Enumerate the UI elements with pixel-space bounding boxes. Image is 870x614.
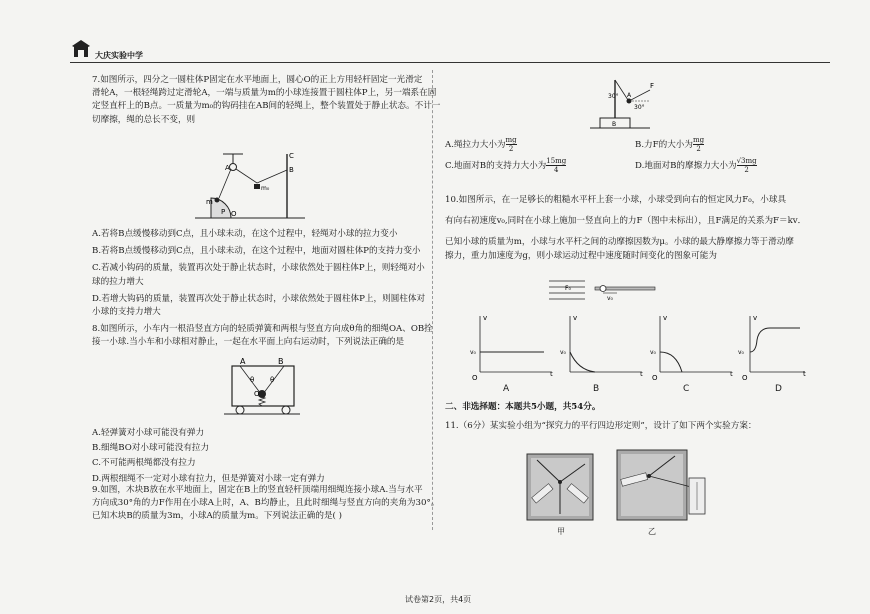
q7-option-b: B.若将B点缓慢移动到C点，且小球未动，在这个过程中，地面对圆柱体P的支持力变小 xyxy=(92,246,421,257)
q10-label-v0: v₀ xyxy=(607,295,613,302)
q9-line-2: 方向成30°角的力F作用在小球A上时，A、B均静止，且此时细绳与竖直方向的夹角为30°。 xyxy=(92,498,440,509)
q7-line-2: 滑轮A，一根轻绳跨过定滑轮A，一端与质量为m的小球连接置于圆柱体P上，另一端系在固 xyxy=(92,88,437,99)
q7-label-B: B xyxy=(289,166,294,174)
svg-text:t: t xyxy=(550,370,553,378)
question-8 xyxy=(92,323,433,349)
svg-text:t: t xyxy=(803,370,806,378)
q7-label-m: m xyxy=(206,198,213,206)
q10-graph-c xyxy=(650,314,733,382)
header-rule xyxy=(70,62,830,63)
question-10 xyxy=(445,193,825,263)
q8-options xyxy=(92,427,427,486)
q9-angle-bottom: 30° xyxy=(634,104,645,111)
q7-option-d: D.若增大钩码的质量，装置再次处于静止状态时，小球依然处于圆柱体P上，则圆柱体对 xyxy=(92,293,426,304)
svg-text:t: t xyxy=(730,370,733,378)
q7-option-c-cont: 球的拉力增大 xyxy=(92,276,144,287)
q7-option-a: A.若将B点缓慢移动到C点，且小球未动，在这个过程中，轻绳对小球的拉力变小 xyxy=(92,229,398,239)
svg-text:t: t xyxy=(640,370,643,378)
q10-label-F0: F₀ xyxy=(565,285,571,292)
q8-option-d: D.两根细绳不一定对小球有拉力，但是弹簧对小球一定有弹力 xyxy=(92,473,325,484)
q7-label-O: O xyxy=(231,210,237,218)
q8-option-b: B.细绳BO对小球可能没有拉力 xyxy=(92,443,210,454)
q11-caption-jia: 甲 xyxy=(557,527,565,536)
q10-line-1: 10.如图所示，在一足够长的粗糙水平杆上套一小球，小球受到向右的恒定风力F₀，小球具 xyxy=(445,195,787,205)
svg-text:v: v xyxy=(753,314,758,322)
q9-label-A: A xyxy=(627,92,632,99)
q7-line-1: 7.如图所示，四分之一圆柱体P固定在水平地面上，圆心O的正上方用轻杆固定一光滑定 xyxy=(92,75,423,85)
svg-text:v₀: v₀ xyxy=(650,349,656,356)
question-9 xyxy=(92,484,440,524)
q8-line-1: 8.如图所示，小车内一根沿竖直方向的轻质弹簧和两根与竖直方向成θ角的细绳OA、OB拴 xyxy=(92,324,433,334)
svg-text:v₀: v₀ xyxy=(560,349,566,356)
q11-figure-yi xyxy=(615,448,715,524)
q7-label-m0: m₀ xyxy=(261,185,270,192)
q10-graph-b xyxy=(560,314,643,378)
svg-text:v₀: v₀ xyxy=(738,349,744,356)
q9-label-F: F xyxy=(650,82,655,90)
q9-option-a: A.绳拉力大小为 $\frac{mg}{2}$ xyxy=(445,136,517,153)
q9-option-c: C.地面对B的支持力大小为 $\frac{15mg}{4}$ xyxy=(445,157,567,174)
q8-label-O: O xyxy=(254,390,260,398)
q10-graph-label-c: C xyxy=(683,384,690,394)
q10-graphs xyxy=(470,312,810,382)
q10-graph-a xyxy=(470,314,553,382)
q10-graph-label-a: A xyxy=(503,384,510,394)
q10-figure xyxy=(545,278,660,304)
q8-option-a: A.轻弹簧对小球可能没有弹力 xyxy=(92,428,205,438)
question-7 xyxy=(92,74,441,127)
q8-option-c: C.不可能两根绳都没有拉力 xyxy=(92,458,196,469)
q7-label-A: A xyxy=(225,164,230,172)
q8-label-theta-left: θ xyxy=(250,376,255,384)
school-logo-icon xyxy=(70,38,92,60)
q8-label-theta-right: θ xyxy=(270,376,275,384)
q10-line-2: 有向右初速度v₀,同时在小球上施加一竖直向上的力F（图中未标出），且F满足的关系为F＝kv． xyxy=(445,216,807,226)
svg-text:v: v xyxy=(573,314,578,322)
q9-figure xyxy=(590,76,670,132)
q9-option-b: B.力F的大小为 $\frac{mg}{2}$ xyxy=(635,136,705,153)
q7-option-c: C.若减小钩码的质量，装置再次处于静止状态时，小球依然处于圆柱体P上，则轻绳对小 xyxy=(92,263,425,274)
section-2-heading: 二、非选择题：本题共5小题，共54分。 xyxy=(445,402,601,412)
q7-line-4: 切摩擦，绳的总长不变，则 xyxy=(92,114,196,125)
q11-caption-yi: 乙 xyxy=(648,527,656,536)
q7-label-P: P xyxy=(221,208,226,216)
q7-figure xyxy=(195,148,315,226)
q9-angle-top: 30° xyxy=(608,93,619,100)
q7-line-3: 定竖直杆上的B点。一质量为m₀的钩码挂在AB间的轻绳上，整个装置处于静止状态。不计一 xyxy=(92,101,441,112)
column-divider xyxy=(432,70,433,530)
q8-line-2: 接一小球.当小车和小球相对静止，一起在水平面上向右运动时，下列说法正确的是 xyxy=(92,337,405,348)
q7-option-d-cont: 小球的支持力增大 xyxy=(92,307,161,318)
svg-text:O: O xyxy=(742,374,748,382)
q8-figure xyxy=(210,356,310,420)
q8-label-A: A xyxy=(240,357,246,366)
svg-text:v: v xyxy=(483,314,488,322)
q10-graph-label-b: B xyxy=(593,384,600,394)
svg-text:O: O xyxy=(652,374,658,382)
q9-label-B: B xyxy=(612,121,617,128)
svg-text:O: O xyxy=(472,374,478,382)
q10-line-3: 已知小球的质量为m，小球与水平杆之间的动摩擦因数为μ。小球的最大静摩擦力等于滑动摩 xyxy=(445,237,794,247)
q9-line-3: 已知木块B的质量为3m，小球A的质量为m。下列说法正确的是( ) xyxy=(92,511,342,522)
q7-options xyxy=(92,228,427,319)
q11-figure-jia xyxy=(525,452,595,524)
q9-line-1: 9.如图，木块B放在水平地面上，固定在B上的竖直轻杆顶端用细绳连接小球A.当与水平 xyxy=(92,485,423,495)
q7-label-C: C xyxy=(289,152,294,160)
school-name: 大庆实验中学 xyxy=(95,51,143,60)
svg-text:v: v xyxy=(663,314,668,322)
svg-text:v₀: v₀ xyxy=(470,349,476,356)
q8-label-B: B xyxy=(278,357,284,366)
page-footer: 试卷第2页，共4页 xyxy=(405,595,472,604)
q9-option-d: D.地面对B的摩擦力大小为 $\frac{√3mg}{2}$ xyxy=(635,157,757,174)
q9-options xyxy=(445,136,825,174)
q10-graph-d xyxy=(738,314,806,382)
q11-line: 11.（6分）某实验小组为“探究力的平行四边形定则”，设计了如下两个实验方案： xyxy=(445,421,757,431)
q10-graph-label-d: D xyxy=(775,384,782,394)
q10-line-4: 擦力，重力加速度为g，则小球运动过程中速度随时间变化的图象可能为 xyxy=(445,251,717,261)
